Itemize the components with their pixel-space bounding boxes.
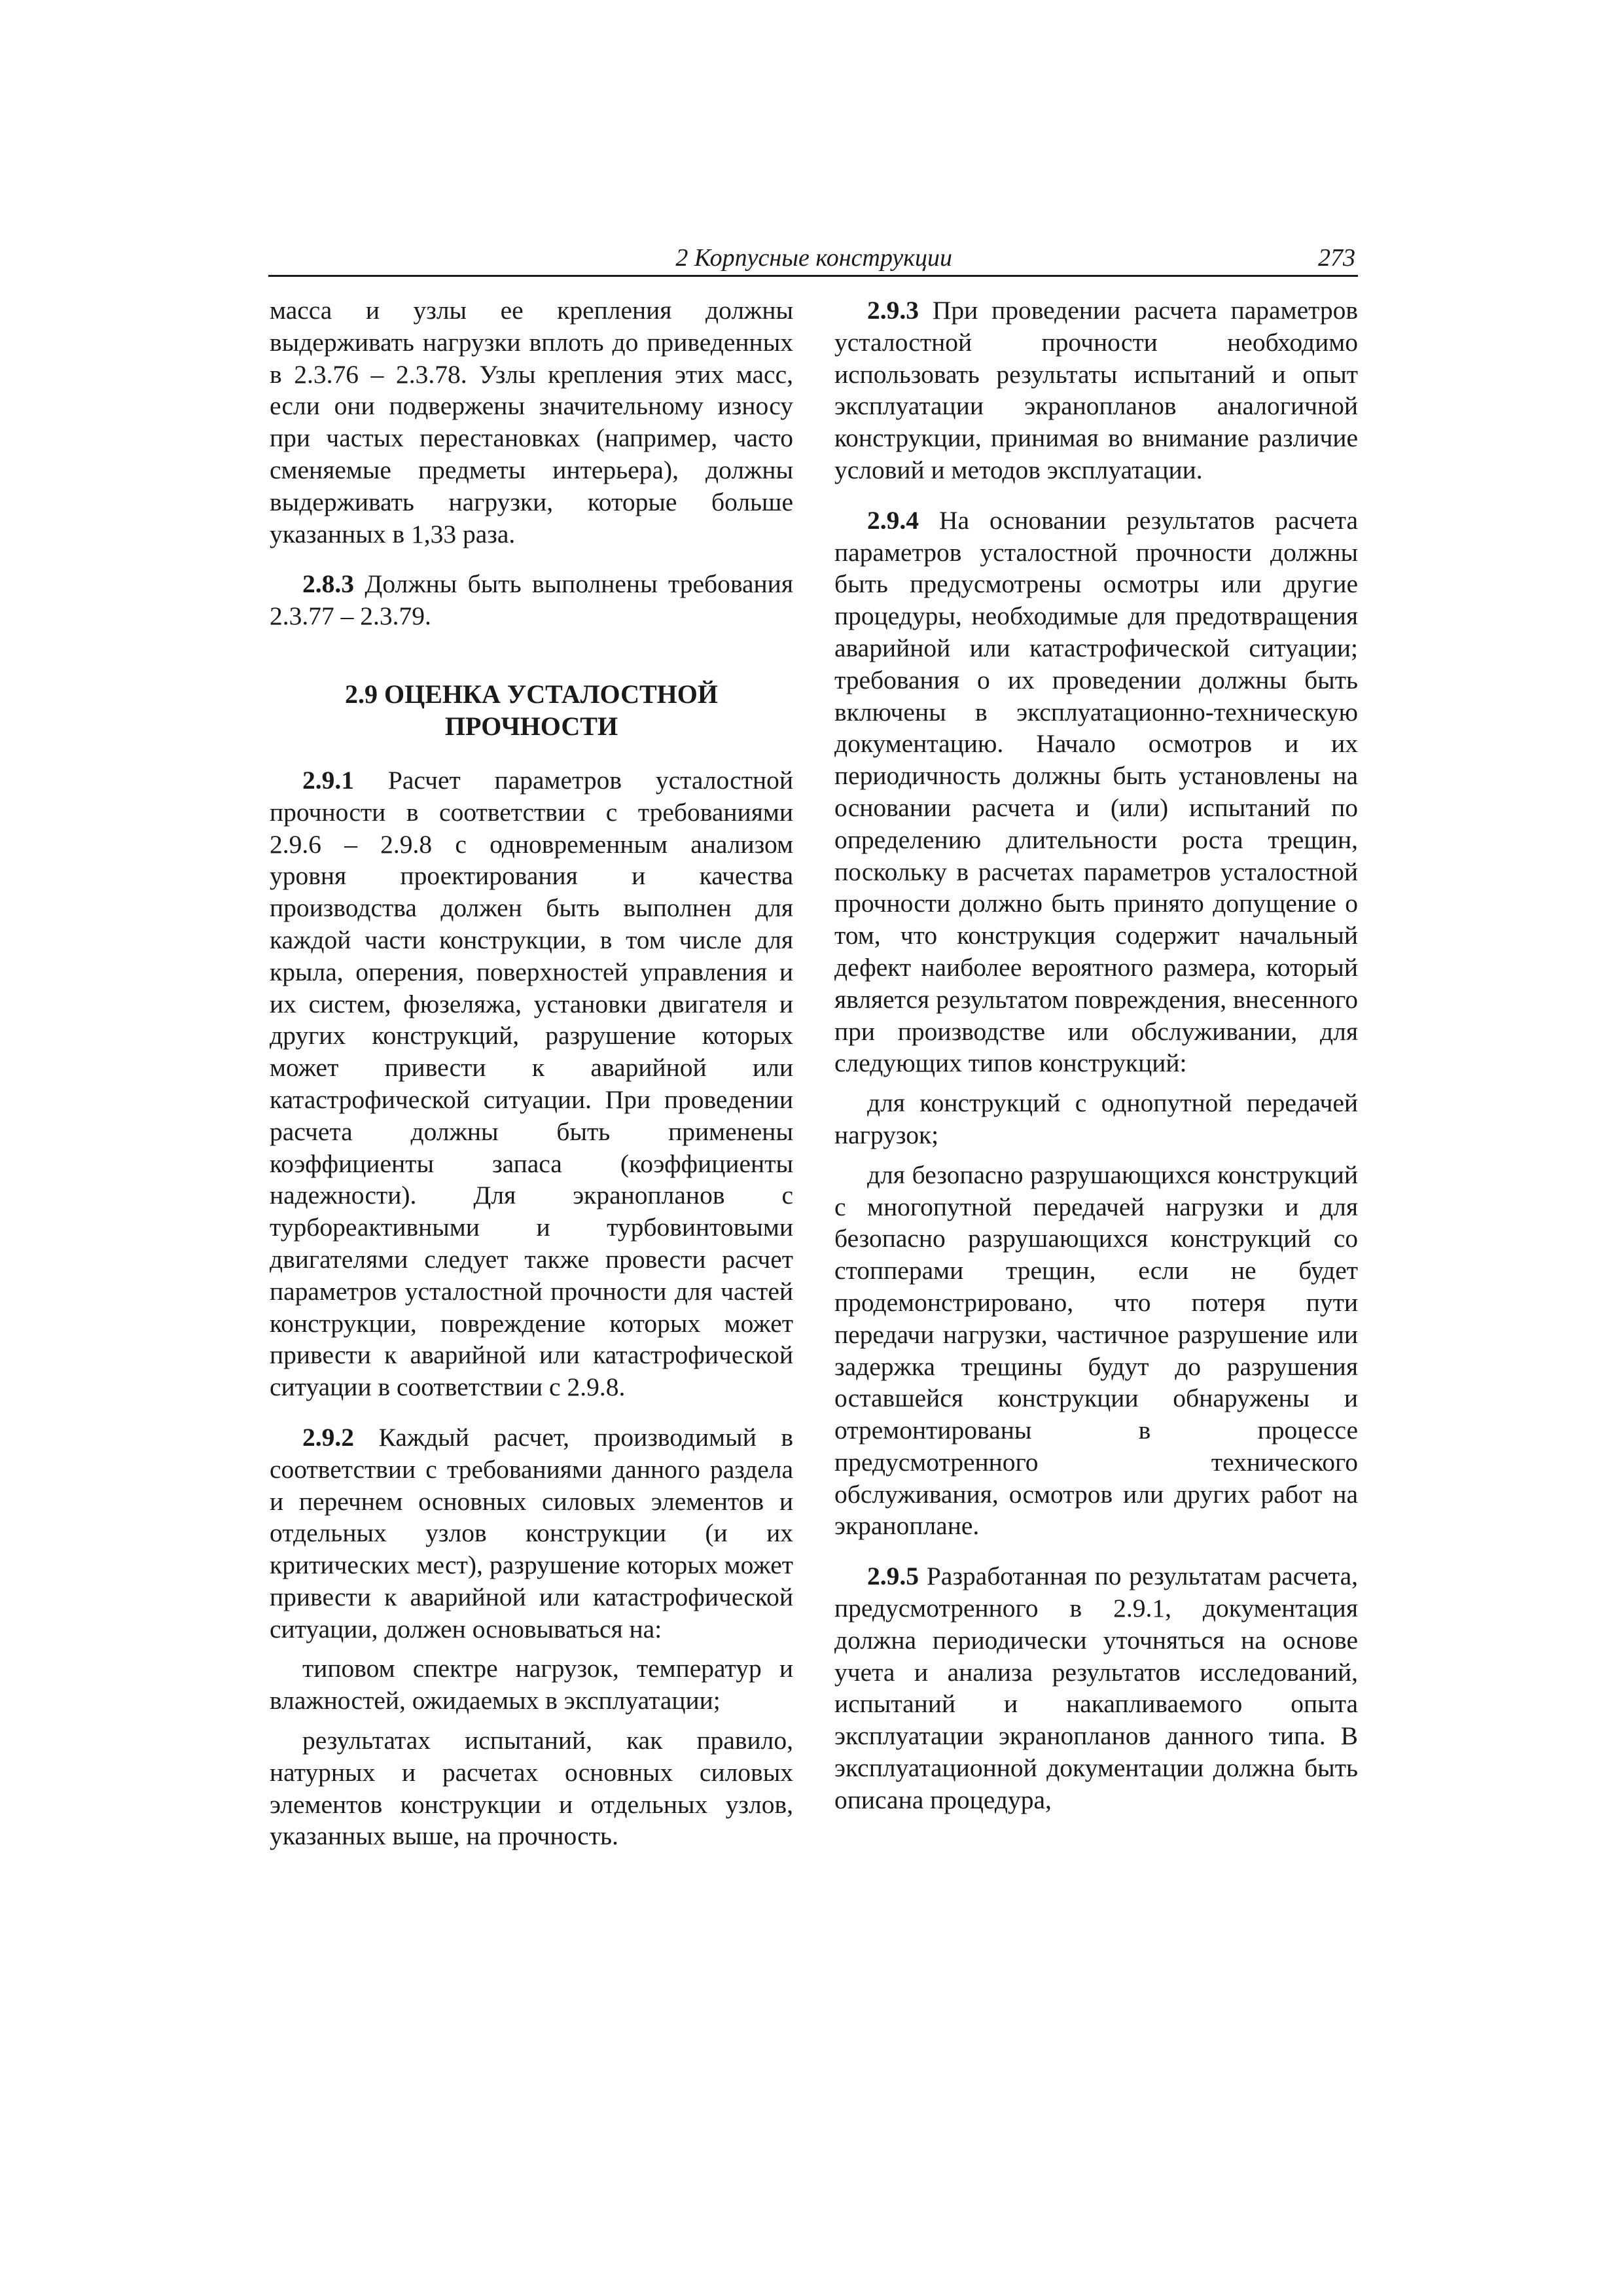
clause-number: 2.9.3 (867, 296, 919, 325)
section-heading: 2.9 ОЦЕНКА УСТАЛОСТНОЙ ПРОЧНОСТИ (344, 679, 719, 741)
clause-number: 2.9.1 (302, 765, 354, 795)
running-header (268, 241, 1358, 277)
paragraph-2-9-5 (834, 1560, 1358, 1816)
list-item: для конструкций с однопутной передачей нагрузок; (834, 1088, 1358, 1149)
clause-text: Должны быть выполнены требования 2.3.77 – 2.3.79. (270, 569, 793, 631)
clause-number: 2.9.2 (302, 1422, 354, 1452)
right-column (834, 295, 1358, 1816)
clause-number: 2.8.3 (302, 569, 354, 599)
paragraph-2-9-2 (270, 1422, 793, 1645)
clause-number: 2.9.4 (867, 505, 919, 535)
list-item: результатах испытаний, как правило, натурных и расчетах основных силовых элементов конструкции и отдельных узлов, указанных выше, на прочность. (270, 1726, 793, 1851)
clause-number: 2.9.5 (867, 1562, 919, 1591)
clause-text: При проведении расчета параметров усталостной прочности необходимо использовать результаты испытаний и опыт эксплуатации экранопланов аналогичной конструкции, принимая во внимание различие условий и методов эксплуатации. (834, 296, 1358, 484)
clause-text: Разработанная по результатам расчета, предусмотренного в 2.9.1, документация должна периодически уточняться на основе учета и анализа результатов исследований, испытаний и накапливаемого опыта эксплуатации экранопланов данного типа. В эксплуатационной документации должна быть описана процедура, (834, 1562, 1358, 1814)
paragraph-2-9-3 (834, 295, 1358, 486)
clause-text: Расчет параметров усталостной прочности в соответствии с требованиями 2.9.6 – 2.9.8 с одновременным анализом уровня проектирования и качества производства должен быть выполнен для каждой части конструкции, в том числе для крыла, оперения, поверхностей управления и их систем, фюзеляжа, установки двигателя и других конструкций, разрушение которых может привести к аварийной или катастрофической ситуации. При проведении расчета должны быть применены коэффициенты запаса (коэффициенты надежности). Для экранопланов с турбореактивными и турбовинтовыми двигателями следует также провести расчет параметров усталостной прочности для частей конструкции, повреждение которых может привести к аварийной или катастрофической ситуации в соответствии с 2.9.8. (270, 765, 793, 1402)
clause-text: На основании результатов расчета параметров усталостной прочности должны быть предусмотрены осмотры или другие процедуры, необходимые для предотвращения аварийной или катастрофической ситуации; требования о их проведении должны быть включены в эксплуатационно-техническую документацию. Начало осмотров и их периодичность должны быть установлены на основании расчета и (или) испытаний по определению длительности роста трещин, поскольку в расчетах параметров усталостной прочности должно быть принято допущение о том, что конструкция содержит начальный дефект наиболее вероятного размера, который является результатом повреждения, внесенного при производстве или обслуживании, для следующих типов конструкций: (834, 505, 1358, 1078)
paragraph-2-8-3 (270, 568, 793, 632)
left-column (270, 295, 793, 1852)
paragraph-2-9-4 (834, 505, 1358, 1079)
list-item: для безопасно разрушающихся конструкций с многопутной передачей нагрузки и для безопасно разрушающихся конструкций со стопперами трещин, если не будет продемонстрировано, что потеря пути передачи нагрузки, частичное разрушение или задержка трещины будут до разрушения оставшейся конструкции обнаружены и отремонтированы в процессе предусмотренного технического обслуживания, осмотров или других работ на экраноплане. (834, 1160, 1358, 1541)
paragraph-2-9-1 (270, 764, 793, 1403)
page-number: 273 (1318, 244, 1355, 272)
continued-paragraph: масса и узлы ее крепления должны выдерживать нагрузки вплоть до приведенных в 2.3.76 – 2.3.78. Узлы крепления этих масс, если они подвержены значительному износу при частых перестановках (например, часто сменяемые предметы интерьера), должны выдерживать нагрузки, которые больше указанных в 1,33 раза. (270, 296, 793, 548)
clause-text: Каждый расчет, производимый в соответствии с требованиями данного раздела и перечнем основных силовых элементов и отдельных узлов конструкции (и их критических мест), разрушение которых может привести к аварийной или катастрофической ситуации, должен основываться на: (270, 1422, 793, 1643)
list-item: типовом спектре нагрузок, температур и влажностей, ожидаемых в эксплуатации; (270, 1654, 793, 1715)
section-title: 2 Корпусные конструкции (675, 244, 952, 272)
